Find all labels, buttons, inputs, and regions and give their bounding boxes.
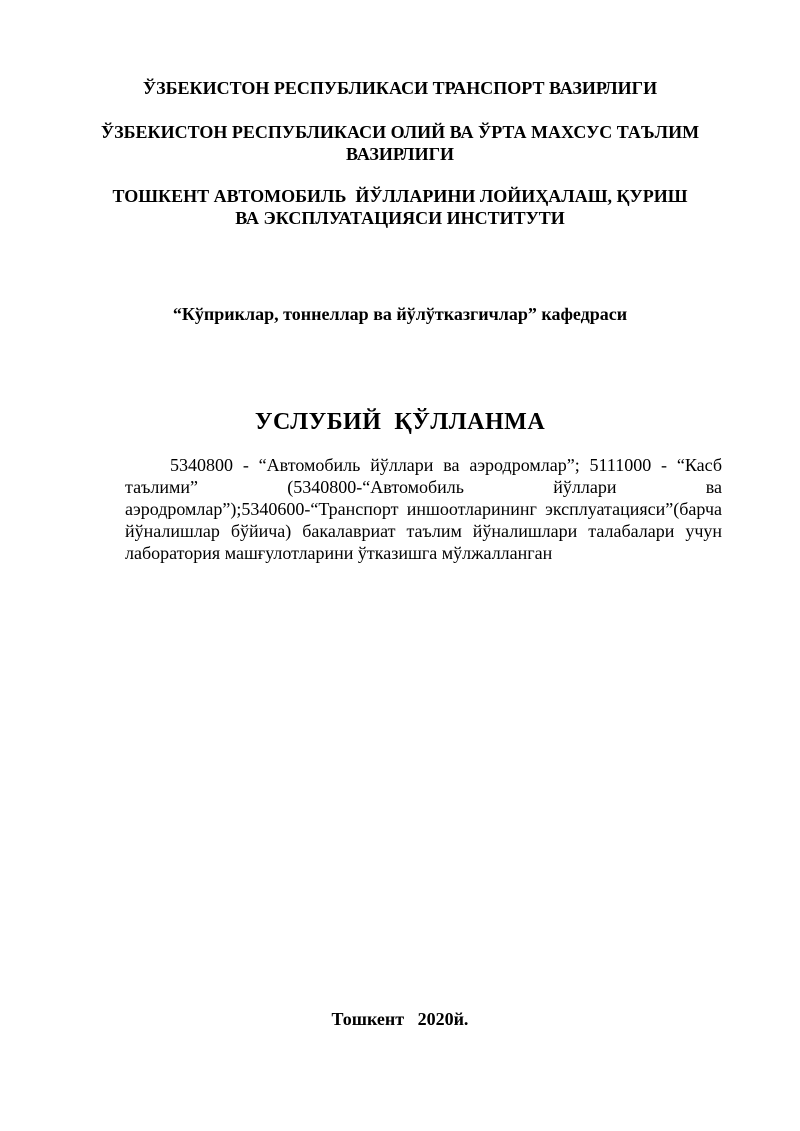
ministry-transport-text: ЎЗБЕКИСТОН РЕСПУБЛИКАСИ ТРАНСПОРТ ВАЗИРЛИГИ <box>142 78 658 98</box>
ministry-education-line1: ЎЗБЕКИСТОН РЕСПУБЛИКАСИ ОЛИЙ ВА ЎРТА МАХСУС ТАЪЛИМ <box>100 122 700 142</box>
institute-line1: ТОШКЕНТ АВТОМОБИЛЬ ЙЎЛЛАРИНИ ЛОЙИҲАЛАШ, ҚУРИШ <box>112 186 688 206</box>
document-title <box>80 408 720 436</box>
ministry-education-heading <box>80 121 720 165</box>
footer-city-year <box>80 1008 720 1030</box>
department-name <box>80 303 720 325</box>
document-title-text: УСЛУБИЙ ҚЎЛЛАНМА <box>254 409 546 435</box>
ministry-education-line2: ВАЗИРЛИГИ <box>345 144 455 164</box>
institute-line2: ВА ЭКСПЛУАТАЦИЯСИ ИНСТИТУТИ <box>235 208 565 228</box>
department-text: “Кўприклар, тоннеллар ва йўлўтказгичлар” кафедраси <box>172 304 628 324</box>
document-description: 5340800 - “Автомобиль йўллари ва аэродромлар”; 5111000 - “Касб таълими” (5340800-“Автомобиль йўллари ва аэродромлар”);5340600-“Транспорт иншоотларининг эксплуатацияси”(барча йўналишлар бўйича) бакалавриат таълим йўналишлари талабалари учун лаборатория машғулотларини ўтказишга мўлжалланган <box>125 455 722 563</box>
institute-heading <box>80 185 720 229</box>
ministry-transport-heading <box>80 77 720 99</box>
footer-city-year-text: Тошкент 2020й. <box>331 1009 469 1029</box>
